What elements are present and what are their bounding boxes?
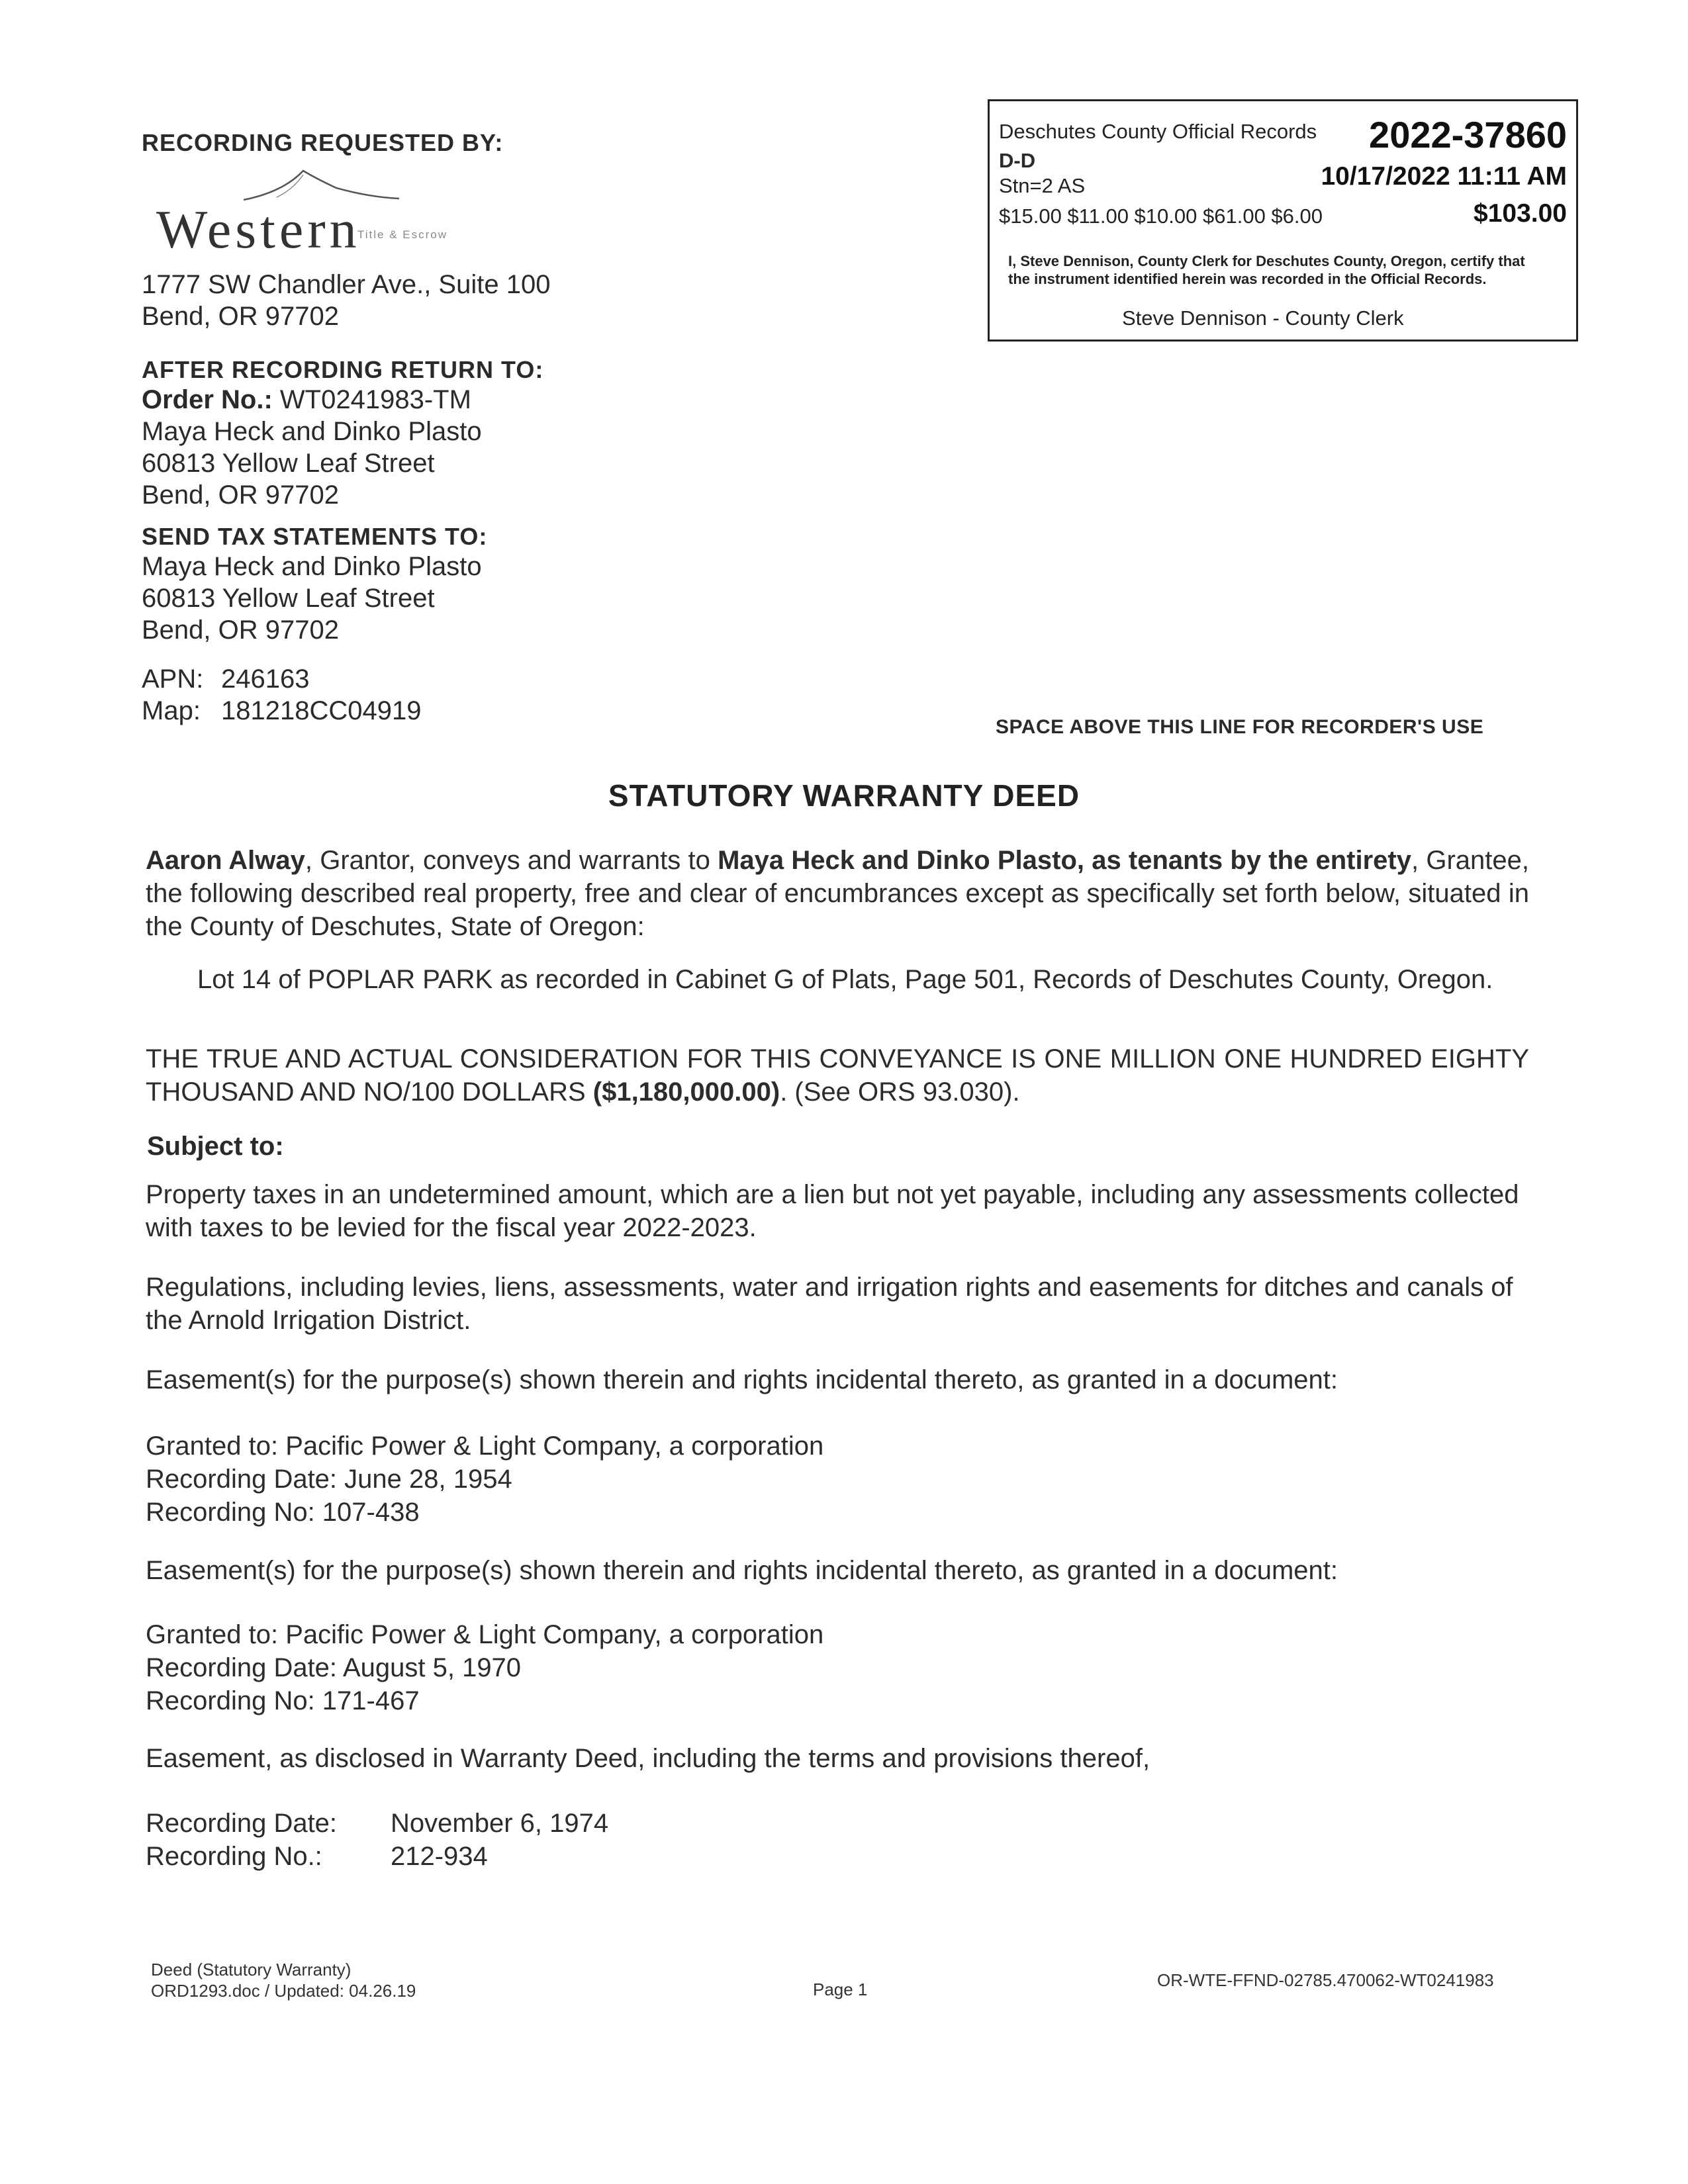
- after-recording-label: AFTER RECORDING RETURN TO:: [142, 356, 544, 383]
- easement-3-details: [146, 1807, 1529, 1873]
- footer-doc-type: Deed (Statutory Warranty): [151, 1960, 352, 1979]
- tax-to-line: Maya Heck and Dinko Plasto: [142, 552, 482, 581]
- easement-1-details: [146, 1430, 1529, 1529]
- footer-doc-file: ORD1293.doc / Updated: 04.26.19: [151, 1981, 416, 2001]
- footer-doc-info: [151, 1959, 416, 2001]
- recorder-space-note: SPACE ABOVE THIS LINE FOR RECORDER'S USE: [996, 716, 1484, 738]
- tax-to-line: 60813 Yellow Leaf Street: [142, 584, 435, 613]
- records-title: Deschutes County Official Records: [999, 120, 1317, 143]
- clerk-certification: I, Steve Dennison, County Clerk for Deschutes County, Oregon, certify that the instrument identified herein was recorded in the Official Records.: [1008, 253, 1525, 287]
- easement-detail-line: Recording No: 107-438: [146, 1498, 420, 1527]
- company-logo-wordmark: Western: [156, 199, 361, 259]
- apn-value: 246163: [221, 664, 310, 694]
- easement-detail-line: Granted to: Pacific Power & Light Company, a corporation: [146, 1432, 824, 1461]
- recording-requested-label: RECORDING REQUESTED BY:: [142, 129, 504, 156]
- taxes-exception: Property taxes in an undetermined amount, which are a lien but not yet payable, including any assessments collected with taxes to be levied for the fiscal year 2022-2023.: [146, 1180, 1519, 1242]
- tax-to-line: Bend, OR 97702: [142, 615, 339, 645]
- easement-2-details: [146, 1618, 1529, 1717]
- recording-number: 2022-37860: [1369, 114, 1567, 156]
- consideration-text: THE TRUE AND ACTUAL CONSIDERATION FOR THIS CONVEYANCE IS ONE MILLION ONE HUNDRED EIGHTY THOUSAND AND NO/100 DOLLARS: [146, 1044, 1529, 1107]
- recording-stamp-box: [988, 99, 1578, 341]
- recording-datetime: 10/17/2022 11:11 AM: [1321, 162, 1567, 191]
- address-line: 1777 SW Chandler Ave., Suite 100: [142, 270, 551, 299]
- recording-date-label: Recording Date:: [146, 1809, 338, 1838]
- send-tax-label: SEND TAX STATEMENTS TO:: [142, 523, 488, 550]
- legal-description: Lot 14 of POPLAR PARK as recorded in Cabinet G of Plats, Page 501, Records of Deschutes County, Oregon.: [197, 965, 1493, 994]
- easement-detail-line: Recording Date: August 5, 1970: [146, 1653, 522, 1682]
- footer-page-number: Page 1: [813, 1979, 868, 1999]
- grantee-name: Maya Heck and Dinko Plasto, as tenants by the entirety: [718, 846, 1411, 875]
- easement-detail-line: Recording Date: June 28, 1954: [146, 1465, 512, 1494]
- easement-intro-1: Easement(s) for the purpose(s) shown therein and rights incidental thereto, as granted in a document:: [146, 1365, 1338, 1394]
- apn-map-block: [142, 663, 421, 727]
- clerk-signer: Steve Dennison - County Clerk: [1122, 306, 1404, 330]
- easement-intro-2: Easement(s) for the purpose(s) shown therein and rights incidental thereto, as granted in a document:: [146, 1556, 1338, 1585]
- recording-total: $103.00: [1474, 199, 1567, 228]
- return-to-line: 60813 Yellow Leaf Street: [142, 449, 435, 478]
- recording-no-value: 212-934: [391, 1842, 488, 1871]
- company-address: [142, 269, 550, 332]
- apn-label: APN:: [142, 664, 204, 694]
- recording-date-value: November 6, 1974: [391, 1809, 609, 1838]
- consideration-paragraph: [146, 1042, 1529, 1109]
- document-code: D-D: [999, 149, 1036, 172]
- consideration-amount: ($1,180,000.00): [592, 1077, 780, 1107]
- recording-fees: $15.00 $11.00 $10.00 $61.00 $6.00: [999, 205, 1323, 228]
- grantor-name: Aaron Alway: [146, 846, 305, 875]
- tax-to-block: [142, 551, 482, 646]
- map-value: 181218CC04919: [221, 696, 422, 725]
- company-logo-tagline: Title & Escrow: [357, 228, 448, 241]
- consideration-ref: . (See ORS 93.030).: [780, 1077, 1020, 1107]
- easement-3-intro: Easement, as disclosed in Warranty Deed, including the terms and provisions thereof,: [146, 1744, 1150, 1773]
- map-label: Map:: [142, 696, 201, 725]
- footer-doc-id: OR-WTE-FFND-02785.470062-WT0241983: [1157, 1970, 1494, 1990]
- return-to-line: Bend, OR 97702: [142, 480, 339, 510]
- grant-text: , Grantee, the following described real property, free and clear of encumbrances except as specifically set forth below, situated in the County of Deschutes, State of Oregon:: [146, 846, 1529, 941]
- deed-title: STATUTORY WARRANTY DEED: [608, 778, 1080, 813]
- address-line: Bend, OR 97702: [142, 302, 339, 331]
- order-no-label: Order No.:: [142, 385, 273, 414]
- grant-text: , Grantor, conveys and warrants to: [305, 846, 718, 875]
- easement-detail-line: Recording No: 171-467: [146, 1686, 420, 1715]
- return-to-block: [142, 384, 482, 511]
- order-no: WT0241983-TM: [279, 385, 471, 414]
- regulations-exception: Regulations, including levies, liens, assessments, water and irrigation rights and easements for ditches and canals of the Arnold Irrigation District.: [146, 1273, 1513, 1335]
- easement-detail-line: Granted to: Pacific Power & Light Company, a corporation: [146, 1620, 824, 1649]
- recording-no-label: Recording No.:: [146, 1842, 322, 1871]
- grant-paragraph: [146, 844, 1529, 943]
- subject-to-label: Subject to:: [147, 1132, 284, 1161]
- return-to-line: Maya Heck and Dinko Plasto: [142, 417, 482, 446]
- station: Stn=2 AS: [999, 174, 1086, 197]
